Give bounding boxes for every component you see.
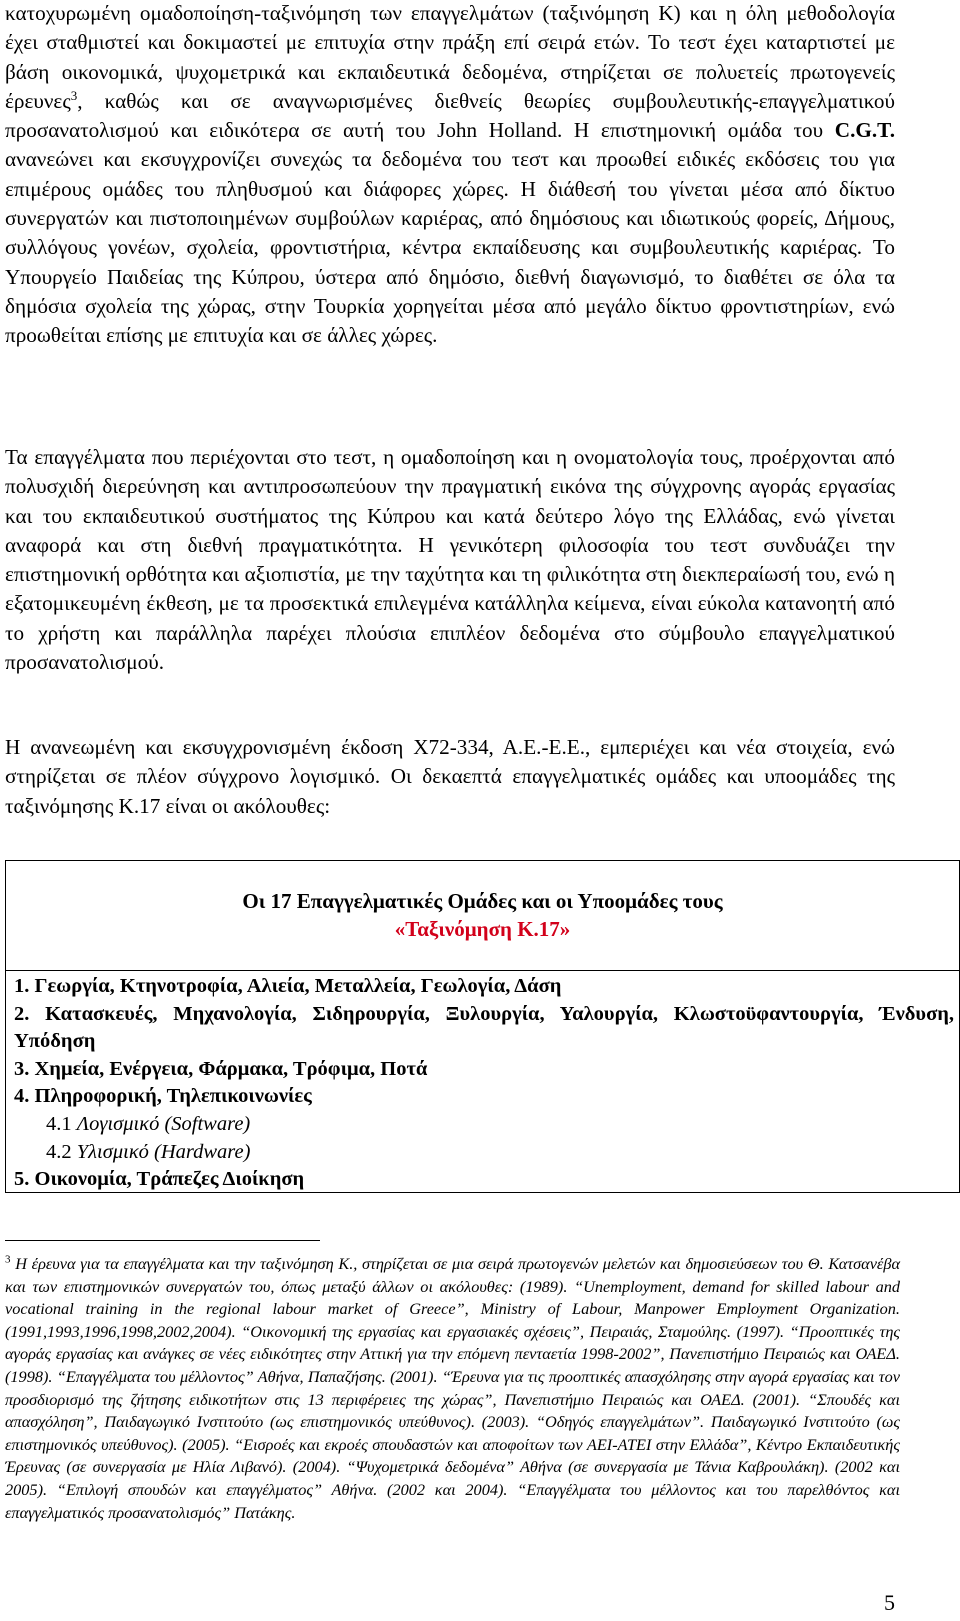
footnote bbox=[5, 1253, 900, 1524]
group-item: 2. Κατασκευές, Μηχανολογία, Σιδηρουργία, Ξυλουργία, Υαλουργία, Κλωστοϋφαντουργία, Ένδυση, Υπόδηση bbox=[14, 1002, 954, 1053]
paragraph-1-text-b: , καθώς και σε αναγνωρισμένες διεθνείς θεωρίες συμβουλευτικής-επαγγελματικού προσανατολισμού και ειδικότερα σε αυτή του John Holland. Η επιστημονική ομάδα του bbox=[5, 88, 895, 143]
footnote-reference[interactable]: 3 bbox=[70, 87, 78, 103]
subgroup-label: Υλισμικό (Hardware) bbox=[76, 1140, 251, 1163]
paragraph-1-text-a: κατοχυρωμένη ομαδοποίηση-ταξινόμηση των επαγγελμάτων (ταξινόμηση Κ) και η όλη μεθοδολογία έχει σταθμιστεί και δοκιμαστεί με επιτυχία στην πράξη επί σειρά ετών. Το τεστ έχει καταρτιστεί με βάση οικονομικά, ψυχομετρικά και εκπαιδευτικά δεδομένα, στηρίζεται σε πολυετείς πρωτογενείς έρευνες bbox=[5, 1, 895, 113]
table-header bbox=[6, 861, 959, 971]
table-title: Οι 17 Επαγγελματικές Ομάδες και οι Υποομάδες τους bbox=[242, 889, 723, 913]
paragraph-2: Τα επαγγέλματα που περιέχονται στο τεστ, η ομαδοποίηση και η ονοματολογία τους, προέρχονται από πολυσχιδή διερεύνηση και αντιπροσωπεύουν την πραγματική εικόνα της σύγχρονης αγοράς εργασίας και του εκπαιδευτικού συστήματος της Κύπρου και κατά δεύτερο λόγο της Ελλάδας, ενώ γίνεται αναφορά και στη διεθνή πραγματικότητα. Η γενικότερη φιλοσοφία του τεστ συνδυάζει την επιστημονική ορθότητα και αξιοπιστία, με την ταχύτητα και τη φιλικότητα στη διεκπεραίωσή του, ενώ η εξατομικευμένη έκθεση, με τα προσεκτικά επιλεγμένα κατάλληλα κείμενα, είναι εύκολα κατανοητή από το χρήστη και παράλληλα παρέχει πλούσια επιπλέον δεδομένα στο σύμβουλο επαγγελματικού προσανατολισμού. bbox=[5, 445, 895, 675]
subgroup-number: 4.1 bbox=[46, 1112, 72, 1135]
table-subtitle: «Ταξινόμηση Κ.17» bbox=[394, 917, 571, 941]
paragraph-3: Η ανανεωμένη και εκσυγχρονισμένη έκδοση Χ72-334, Α.Ε.-Ε.Ε., εμπεριέχει και νέα στοιχεία, ενώ στηρίζεται σε πλέον σύγχρονο λογισμικό. Οι δεκαεπτά επαγγελματικές ομάδες και υποομάδες της ταξινόμησης Κ.17 είναι οι ακόλουθες: bbox=[5, 735, 895, 818]
group-list bbox=[14, 973, 954, 1194]
cgt-acronym: C.G.T. bbox=[834, 118, 896, 143]
footnote-mark: 3 bbox=[5, 1253, 11, 1266]
footnote-text: Η έρευνα για τα επαγγέλματα και την ταξινόμηση Κ., στηρίζεται σε μια σειρά πρωτογενών μελετών και δημοσιεύσεων του Θ. Κατσανέβα και των επιστημονικών συνεργατών του, όπως μεταξύ άλλων οι ακόλουθες: (1989). “Unemployment, demand for skilled labour and vocational training in the regional labour market of Greece”, Ministry of Labour, Manpower Employment Organization. (1991,1993,1996,1998,2002,2004). “Οικονομική της εργασίας και εργασιακές σχέσεις”, Πειραιάς, Σταμούλης. (1997). “Προοπτικές της αγοράς εργασίας και ανάγκες σε νέες ειδικότητες στην Αττική για την επόμενη πενταετία 1998-2002”, Πανεπιστήμιο Πειραιώς και ΟΑΕΔ. (1998). “Επαγγέλματα του μέλλοντος” Αθήνα, Παπαζήσης. (2001). “Έρευνα για τις προοπτικές απασχόλησης στην αγορά εργασίας και τον προσδιορισμό της ζήτησης ειδικοτήτων στις 13 περιφέρειες της χώρας”, Πανεπιστήμιο Πειραιώς και ΟΑΕΔ. (2001). “Σπουδές και απασχόληση”, Παιδαγωγικό Ινστιτούτο (ως επιστημονικός υπεύθυνος). (2003). “Οδηγός επαγγελμάτων”. Παιδαγωγικό Ινστιτούτο (ως επιστημονικός υπεύθυνος). (2005). “Εισροές και εκροές σπουδαστών και αποφοίτων των ΑΕΙ-ΑΤΕΙ στην Ελλάδα”, Κέντρο Εκπαιδευτικής Έρευνας (σε συνεργασία με Ηλία Λιβανό). (2004). “Ψυχομετρικά δεδομένα” Αθήνα (σε συνεργασία με Τάνια Καβρουλάκη). (2002 και 2005). “Επιλογή σπουδών και επαγγέλματος” Αθήνα. (2002 και 2004). “Επαγγέλματα του μέλλοντος και του παρελθόντος και επαγγελματικός προσανατολισμός” Πατάκης. bbox=[5, 1254, 900, 1522]
classification-table bbox=[5, 860, 960, 1193]
group-item: 4. Πληροφορική, Τηλεπικοινωνίες bbox=[14, 1085, 312, 1108]
paragraph-1 bbox=[5, 0, 895, 351]
subgroup-label: Λογισμικό (Software) bbox=[76, 1112, 251, 1135]
subgroup-item bbox=[14, 1111, 954, 1139]
subgroup-number: 4.2 bbox=[46, 1140, 72, 1163]
group-item: 3. Χημεία, Ενέργεια, Φάρμακα, Τρόφιμα, Ποτά bbox=[14, 1057, 428, 1080]
group-item: 5. Οικονομία, Τράπεζες Διοίκηση bbox=[14, 1168, 305, 1191]
group-item: 1. Γεωργία, Κτηνοτροφία, Αλιεία, Μεταλλεία, Γεωλογία, Δάση bbox=[14, 975, 562, 997]
paragraph-1-text-c: ανανεώνει και εκσυγχρονίζει συνεχώς τα δεδομένα του τεστ και προωθεί ειδικές εκδόσεις του για επιμέρους ομάδες του πληθυσμού και διάφορες χώρες. Η διάθεσή του γίνεται μέσα από δίκτυο συνεργατών και πιστοποιημένων συμβούλων καριέρας, από δημόσιους και ιδιωτικούς φορείς, Δήμους, συλλόγους γονέων, σχολεία, φροντιστήρια, κέντρα εκπαίδευσης και συμβουλευτικής καριέρας. Το Υπουργείο Παιδείας της Κύπρου, ύστερα από δημόσιο, διεθνή διαγωνισμό, το διαθέτει σε όλα τα δημόσια σχολεία της χώρας, στην Τουρκία χορηγείται μέσα από μεγάλο δίκτυο φροντιστηρίων, ενώ προωθείται επίσης με επιτυχία και σε άλλες χώρες. bbox=[5, 147, 895, 348]
footnote-separator bbox=[5, 1240, 320, 1241]
subgroup-item bbox=[14, 1139, 954, 1167]
page-number: 5 bbox=[884, 1590, 895, 1615]
